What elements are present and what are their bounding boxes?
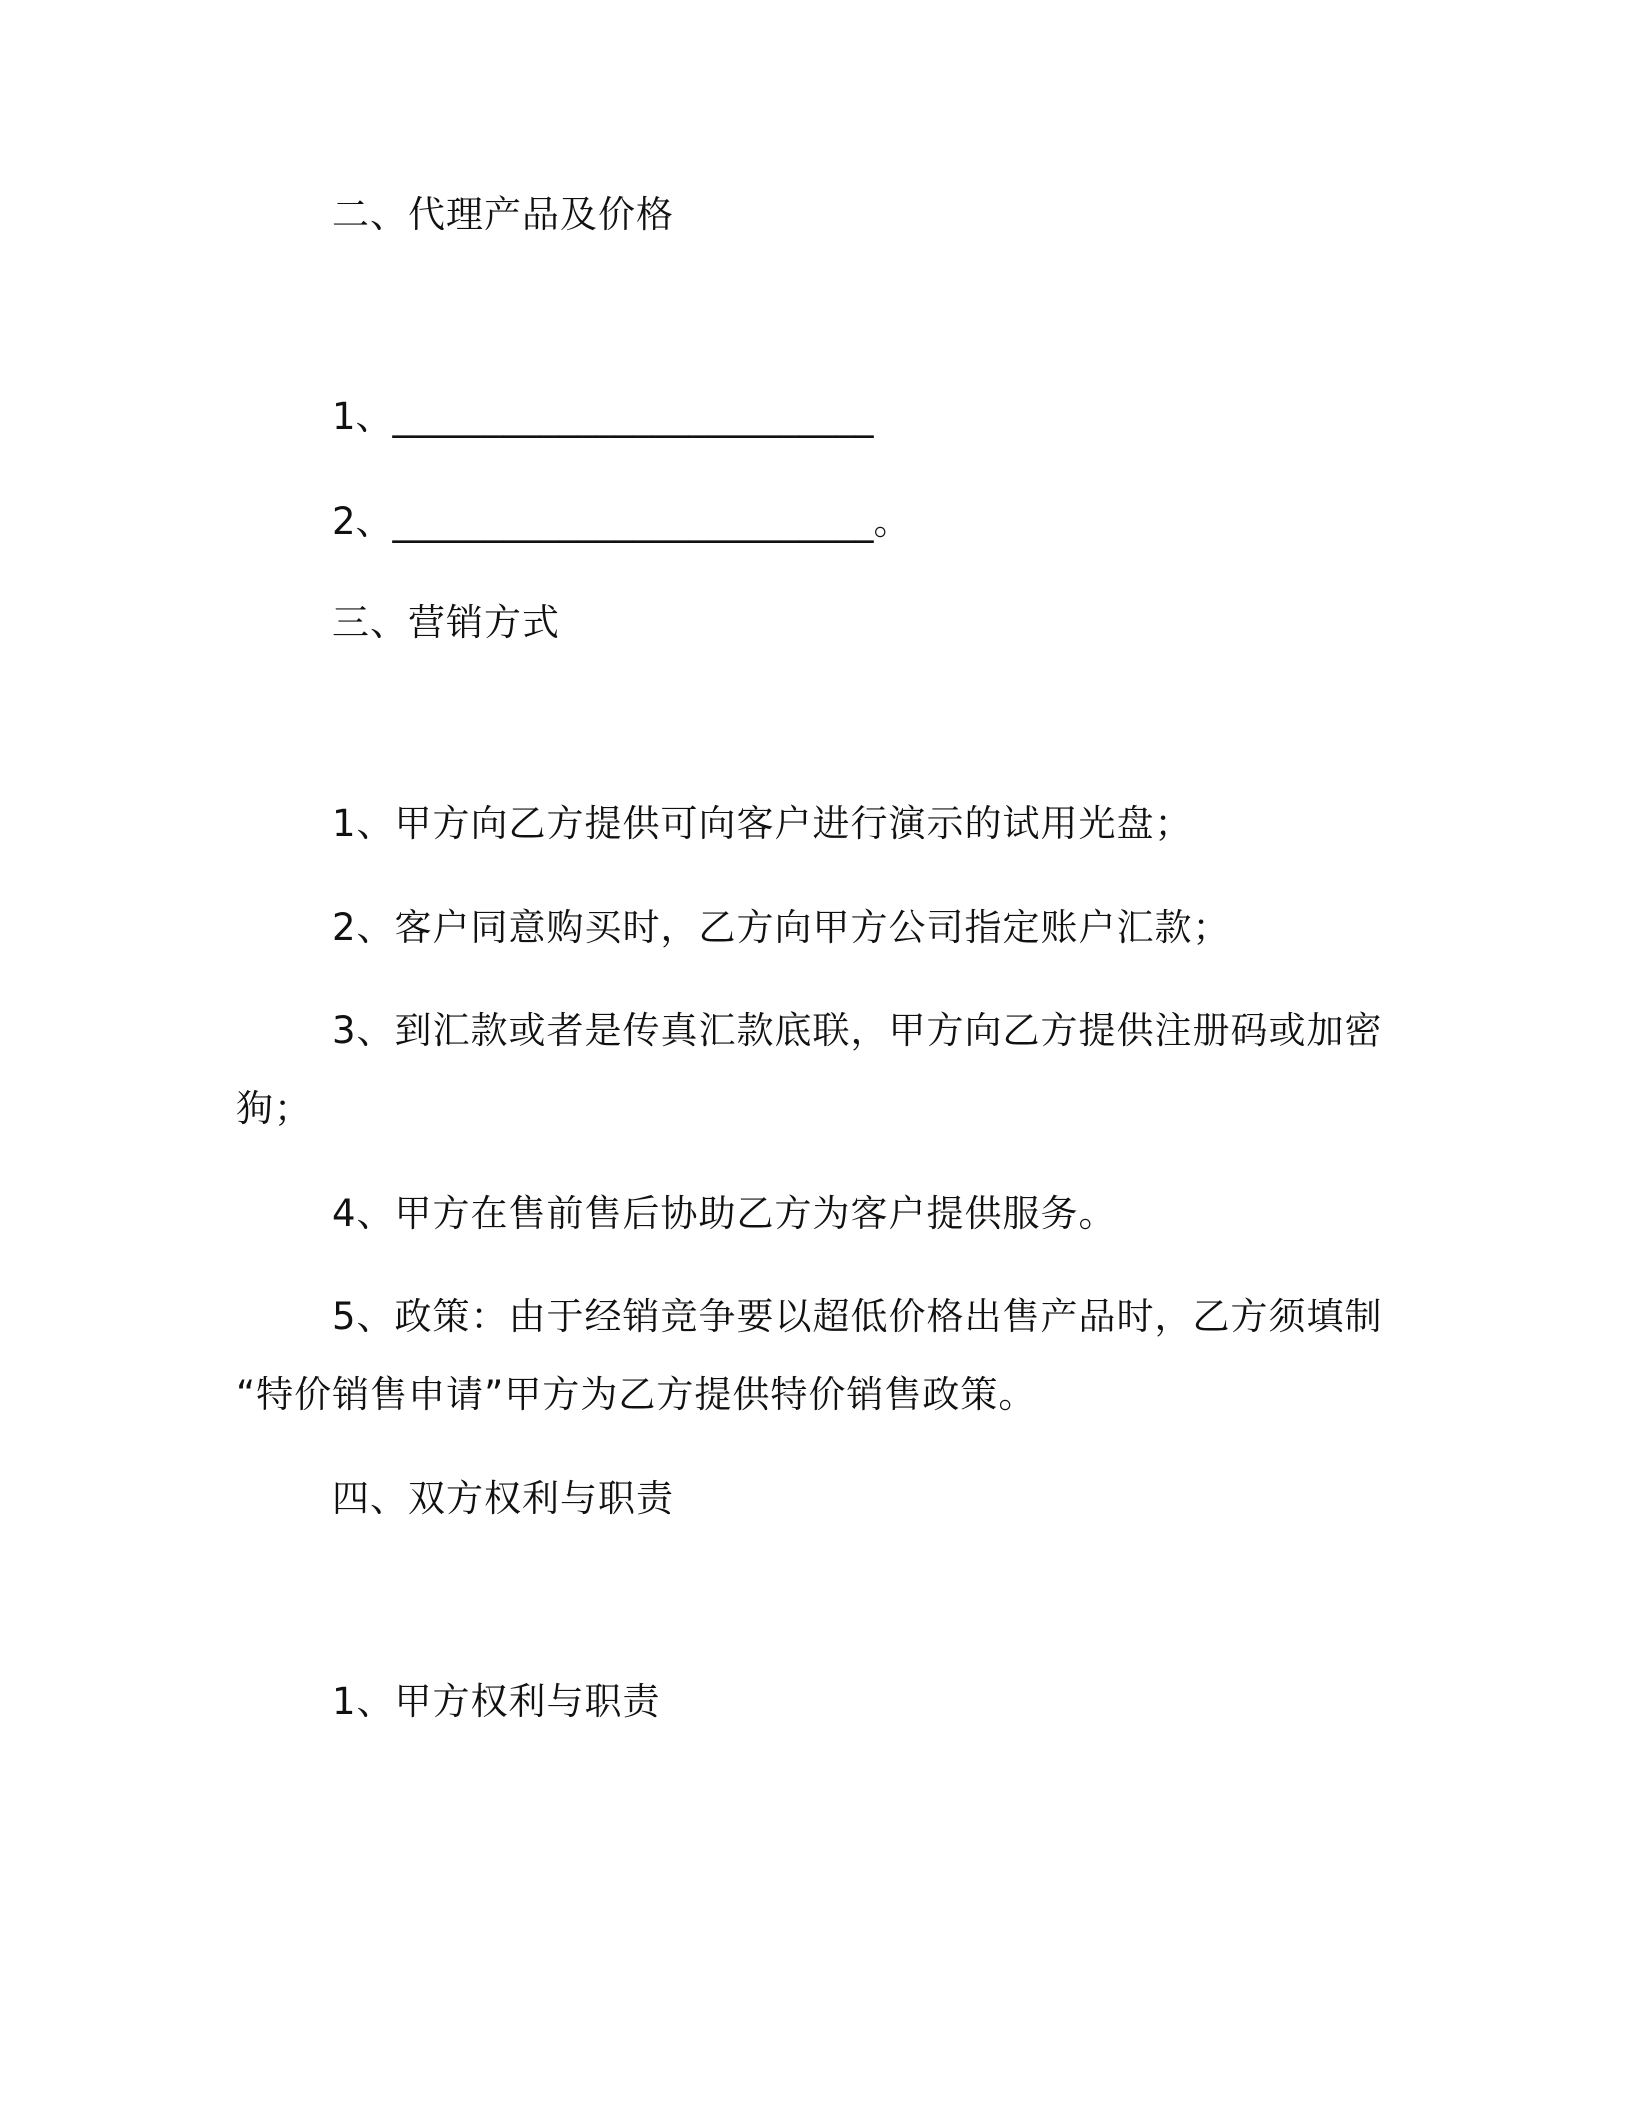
- section-heading-rights-duties: 四、双方权利与职责: [332, 1477, 674, 1520]
- rights-item-1: 1、甲方权利与职责: [332, 1680, 661, 1723]
- marketing-item-5: 5、政策：由于经销竞争要以超低价格出售产品时，乙方须填制: [332, 1295, 1383, 1338]
- marketing-item-4: 4、甲方在售前售后协助乙方为客户提供服务。: [332, 1192, 1117, 1235]
- section-heading-marketing-method: 三、营销方式: [332, 601, 560, 644]
- marketing-item-1: 1、甲方向乙方提供可向客户进行演示的试用光盘；: [332, 802, 1193, 845]
- product-blank-1: 1、__________________________: [332, 395, 874, 438]
- marketing-item-5-continuation: “特价销售申请”甲方为乙方提供特价销售政策。: [236, 1373, 1037, 1416]
- section-heading-products-prices: 二、代理产品及价格: [332, 193, 674, 236]
- marketing-item-2: 2、客户同意购买时，乙方向甲方公司指定账户汇款；: [332, 906, 1231, 949]
- marketing-item-3-continuation: 狗；: [236, 1087, 312, 1130]
- marketing-item-3: 3、到汇款或者是传真汇款底联，甲方向乙方提供注册码或加密: [332, 1009, 1383, 1052]
- product-blank-2: 2、__________________________。: [332, 500, 911, 543]
